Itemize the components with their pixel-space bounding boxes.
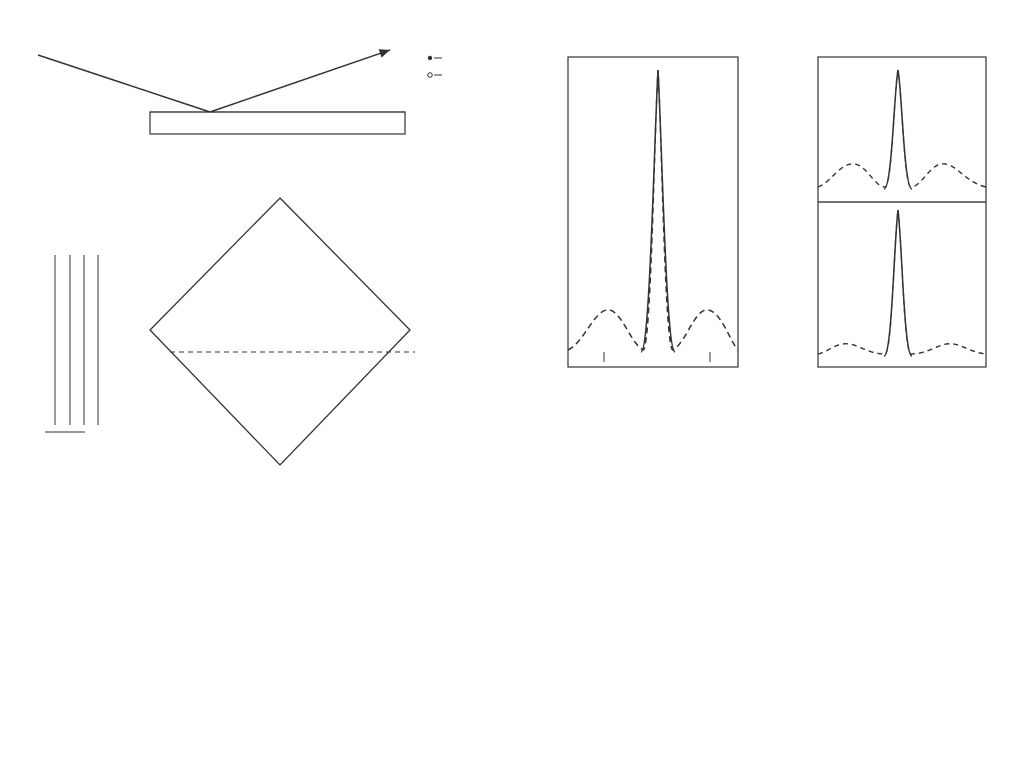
panel-b	[45, 198, 415, 465]
helium-diffraction-plot	[555, 52, 780, 430]
crystal-diffraction-diagram	[10, 30, 530, 490]
hydrogen-diffraction-plot	[800, 52, 1015, 430]
panel-a	[38, 50, 442, 134]
